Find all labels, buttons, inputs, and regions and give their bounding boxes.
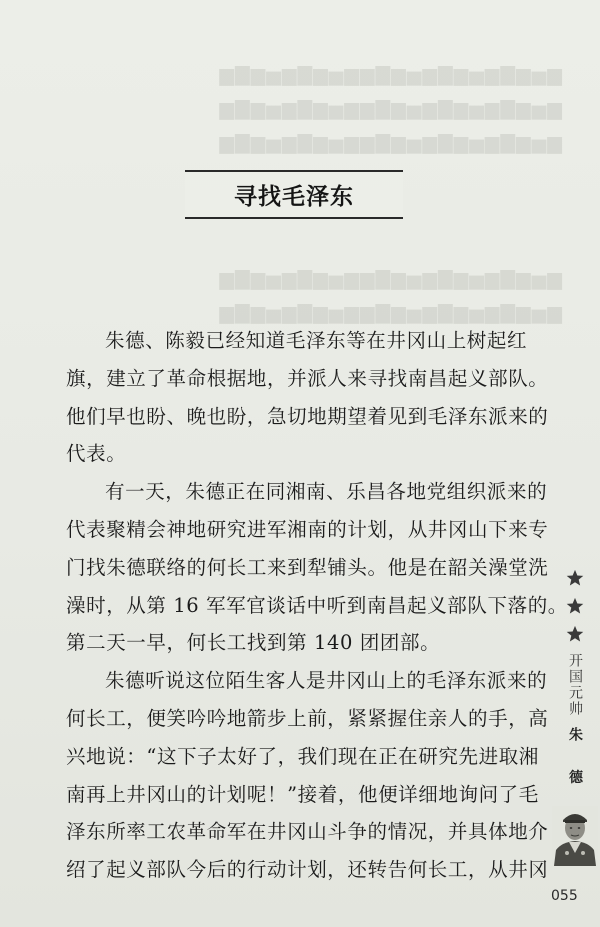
text-line: 代表。 bbox=[66, 442, 127, 466]
text-line: 代表聚精会神地研究进军湘南的计划，从井冈山下来专 bbox=[66, 517, 549, 541]
text-line: 他们早也盼、晚也盼，急切地期望着见到毛泽东派来的 bbox=[66, 404, 549, 428]
star-icon bbox=[566, 597, 584, 615]
text-line: 何长工，便笑吟吟地箭步上前，紧紧握住亲人的手，高 bbox=[66, 706, 549, 730]
text-line: 朱德、陈毅已经知道毛泽东等在井冈山上树起红 bbox=[105, 329, 528, 352]
paragraph-1 bbox=[66, 322, 549, 473]
text-line: 兴地说：“这下子太好了，我们现在正在研究先进取湘 bbox=[66, 744, 539, 768]
text-line: 有一天，朱德正在同湘南、乐昌各地党组织派来的 bbox=[105, 480, 548, 504]
page-number: 055 bbox=[551, 888, 578, 904]
text-line: 南再上井冈山的计划呢！”接着，他便详细地询问了毛 bbox=[66, 782, 539, 806]
portrait-icon bbox=[552, 806, 598, 866]
text-line: 门找朱德联络的何长工来到犁铺头。他是在韶关澡堂洗 bbox=[66, 555, 549, 579]
paragraph-2 bbox=[66, 473, 568, 662]
star-icon bbox=[566, 625, 584, 643]
text-line: 澡时，从第 16 军军官谈话中听到南昌起义部队下落的。 bbox=[66, 593, 568, 617]
series-label: 开国元帅 bbox=[567, 653, 583, 717]
body-text bbox=[66, 322, 568, 889]
star-icon bbox=[566, 569, 584, 587]
series-sidebar bbox=[555, 565, 595, 866]
text-line: 泽东所率工农革命军在井冈山斗争的情况，并具体地介 bbox=[66, 820, 549, 844]
show-through-text: ▆▅▆▇▆▅▆▇▆▅▆▇▆▆▅▆▇▆▅▆▇▆ ▆▅▆▇▆▅▆▇▆▅▆▇▆▆▅▆▇▆▅▆▇▆ ▆▅▆▇▆▅▆▇▆▅▆▇▆▆▅▆▇▆▅▆▇▆ ▆▅▆▇▆▅▆▇▆▅▆▇▆▆▅▆▇▆▅▆▇▆ ▆▅▆▇▆▅▆▇▆▅▆▇▆▆▅▆▇▆▅▆▇▆ bbox=[218, 64, 562, 324]
text-line: 绍了起义部队今后的行动计划，还转告何长工，从井冈 bbox=[66, 858, 549, 882]
marshal-name: 朱 德 bbox=[567, 727, 583, 796]
chapter-title: 寻找毛泽东 bbox=[234, 183, 354, 210]
paragraph-3 bbox=[66, 662, 549, 889]
text-line: 朱德听说这位陌生客人是井冈山上的毛泽东派来的 bbox=[105, 669, 548, 693]
text-line: 第二天一早，何长工找到第 140 团团部。 bbox=[66, 631, 441, 655]
text-line: 旗，建立了革命根据地，并派人来寻找南昌起义部队。 bbox=[66, 366, 549, 390]
chapter-title-box bbox=[185, 170, 403, 219]
